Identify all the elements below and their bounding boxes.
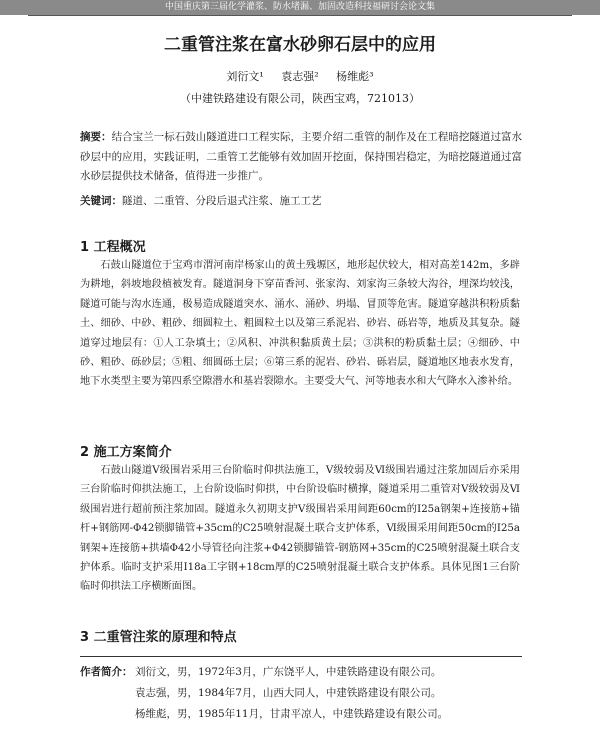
abstract [80,128,522,187]
keywords-text: 隧道、二重管、分段后退式注浆、施工工艺 [122,195,322,207]
author-list: 刘衍文¹ 袁志强² 杨维彪³ [226,70,374,83]
author-note: 刘衍文，男，1972年3月，广东饶平人，中建铁路建设有限公司。 [135,666,442,678]
section-heading-1: 1 工程概况 [80,240,146,255]
author-note-row [80,683,560,704]
footnote-divider [80,656,522,657]
author-note: 袁志强，男，1984年7月，山西大同人，中建铁路建设有限公司。 [135,687,442,699]
keywords-label: 关键词： [80,195,122,207]
section-body-2: 石鼓山隧道Ⅴ级围岩采用三台阶临时仰拱法施工，Ⅴ级较弱及Ⅵ级围岩通过注浆加固后亦采用三台阶临时仰拱法施工，上台阶设临时仰拱，中台阶设临时横撑，隧道采用二重管对Ⅴ级较弱及Ⅵ级围岩进行超前预注浆加固。隧道永久初期支护Ⅴ级围岩采用间距60cm的I25a钢架+连接筋+锚杆+钢筋网-Φ42锁脚锚管+35cm的C25喷射混凝土联合支护体系，Ⅵ级围采用间距50cm的I25a钢架+连接筋+拱墙Φ42小导管径向注浆+Φ42锁脚锚管-钢筋网+35cm的C25喷射混凝土联合支护体系。临时支护采用I18a工字钢+18cm厚的C25喷射混凝土联合支护体系。具体见图1三台阶临时仰拱法工序横断面图。 [80,465,520,593]
author-notes [80,662,560,725]
running-title: 中国重庆第三届化学灌浆、防水堵漏、加固改造科技福研讨会论文集 [164,2,435,12]
running-header [0,0,600,15]
keywords [80,192,522,212]
paper-title: 二重管注浆在富水砂卵石层中的应用 [164,35,436,55]
author-note-row [80,662,560,683]
affiliation: （中建铁路建设有限公司，陕西宝鸡，721013） [180,92,420,105]
abstract-text: 结合宝兰一标石鼓山隧道进口工程实际，主要介绍二重管的制作及在工程暗挖隧道过富水砂层中的应用，实践证明，二重管工艺能够有效加固开挖面，保持围岩稳定，为暗挖隧道通过富水砂层提供技术储备，值得进一步推广。 [80,131,523,182]
author-note: 杨维彪，男，1985年11月，甘肃平凉人，中建铁路建设有限公司。 [135,708,449,720]
abstract-label: 摘要： [80,131,112,143]
header-divider [28,15,572,16]
author-note-row [80,704,560,725]
author-notes-label: 作者简介： [80,666,133,678]
section-body-1: 石鼓山隧道位于宝鸡市渭河南岸杨家山的黄土残塬区，地形起伏较大，相对高差142m，多辟为耕地，斜坡地段植被发育。隧道洞身下穿苗香河、张家沟、刘家沟三条较大沟谷，埋深均较浅，隧道可能与沟水连通，极易造成隧道突水、涌水、涌砂、坍塌、冒顶等危害。隧道穿越洪积粉质黏土、细砂、中砂、粗砂、细圆粒土、粗圆粒土以及第三系泥岩、砂岩、砾岩等，地质及其复杂。隧道穿过地层有：①人工杂填土；②风积、冲洪积黏质黄土层；③洪积的粉质黏土层；④细砂、中砂、粗砂、砾砂层；⑤粗、细圆砾土层；⑥第三系的泥岩、砂岩、砾岩层，隧道地区地表水发育，地下水类型主要为第四系空隙潜水和基岩裂隙水。主要受大气、河等地表水和大气降水入渗补给。 [80,260,520,388]
section-heading-3: 3 二重管注浆的原理和特点 [80,630,237,645]
section-heading-2: 2 施工方案简介 [80,445,172,460]
